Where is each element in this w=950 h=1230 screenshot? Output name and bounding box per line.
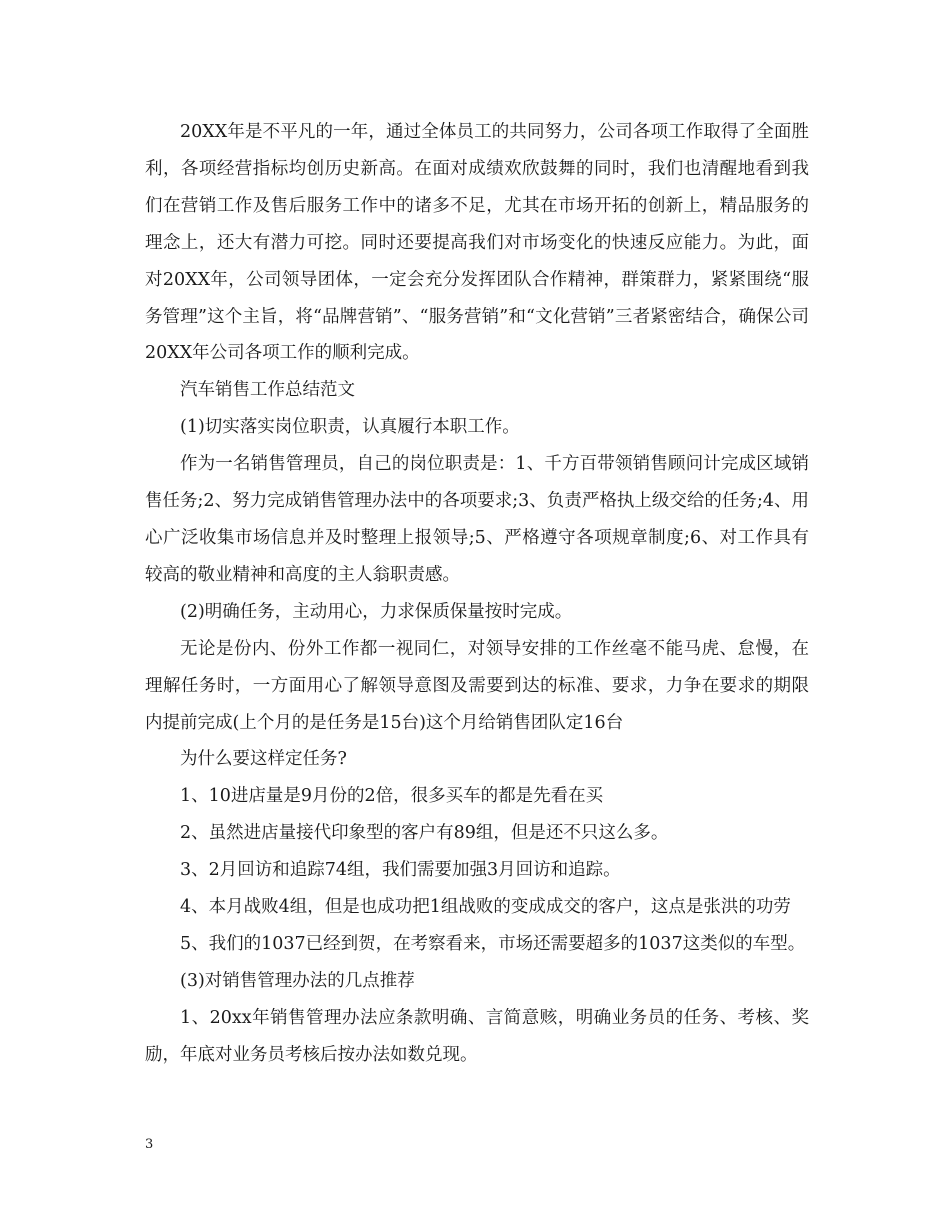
list-item-2: 2、虽然进店量接代印象型的客户有89组，但是还不只这么多。: [180, 823, 669, 844]
section-title: 汽车销售工作总结范文: [180, 380, 355, 401]
list-item-4: 4、本月战败4组，但是也成功把1组战败的变成成交的客户，这点是张洪的功劳: [180, 897, 791, 918]
paragraph-duties: 作为一名销售管理员，自己的岗位职责是：1、千方百带领销售顾问计完成区域销售任务;2、努力完成销售管理办法中的各项要求;3、负责严格执上级交给的任务;4、用心广泛收集市场信息并及时整理上报领导;5、严格遵守各项规章制度;6、对工作具有较高的敬业精神和高度的主人翁职责感。: [145, 454, 809, 585]
heading-3: (3)对销售管理办法的几点推荐: [180, 970, 415, 991]
heading-1: (1)切实落实岗位职责，认真履行本职工作。: [180, 417, 520, 438]
recommendation-1: 1、20xx年销售管理办法应条款明确、言简意赅，明确业务员的任务、考核、奖励，年底对业务员考核后按办法如数兑现。: [145, 1007, 809, 1065]
paragraph-intro: 20XX年是不平凡的一年，通过全体员工的共同努力，公司各项工作取得了全面胜利，各项经营指标均创历史新高。在面对成绩欢欣鼓舞的同时，我们也清醒地看到我们在营销工作及售后服务工作中的诸多不足，尤其在市场开拓的创新上，精品服务的理念上，还大有潜力可挖。同时还要提高我们对市场变化的快速反应能力。为此，面对20XX年，公司领导团体，一定会充分发挥团队合作精神，群策群力，紧紧围绕“服务管理”这个主旨，将“品牌营销”、“服务营销”和“文化营销”三者紧密结合，确保公司20XX年公司各项工作的顺利完成。: [145, 122, 809, 364]
paragraph-tasks: 无论是份内、份外工作都一视同仁，对领导安排的工作丝毫不能马虎、怠慢，在理解任务时，一方面用心了解领导意图及需要到达的标准、要求，力争在要求的期限内提前完成(上个月的是任务是15台)这个月给销售团队定16台: [145, 638, 809, 733]
heading-2: (2)明确任务，主动用心，力求保质保量按时完成。: [180, 601, 573, 622]
page-number: 3: [145, 1137, 154, 1152]
list-item-1: 1、10进店量是9月份的2倍，很多买车的都是先看在买: [180, 786, 604, 807]
list-item-3: 3、2月回访和追踪74组，我们需要加强3月回访和追踪。: [180, 860, 621, 881]
document-body: [145, 114, 809, 1074]
question-line: 为什么要这样定任务?: [180, 749, 347, 770]
list-item-5: 5、我们的1037已经到贺，在考察看来，市场还需要超多的1037这类似的车型。: [180, 933, 806, 954]
